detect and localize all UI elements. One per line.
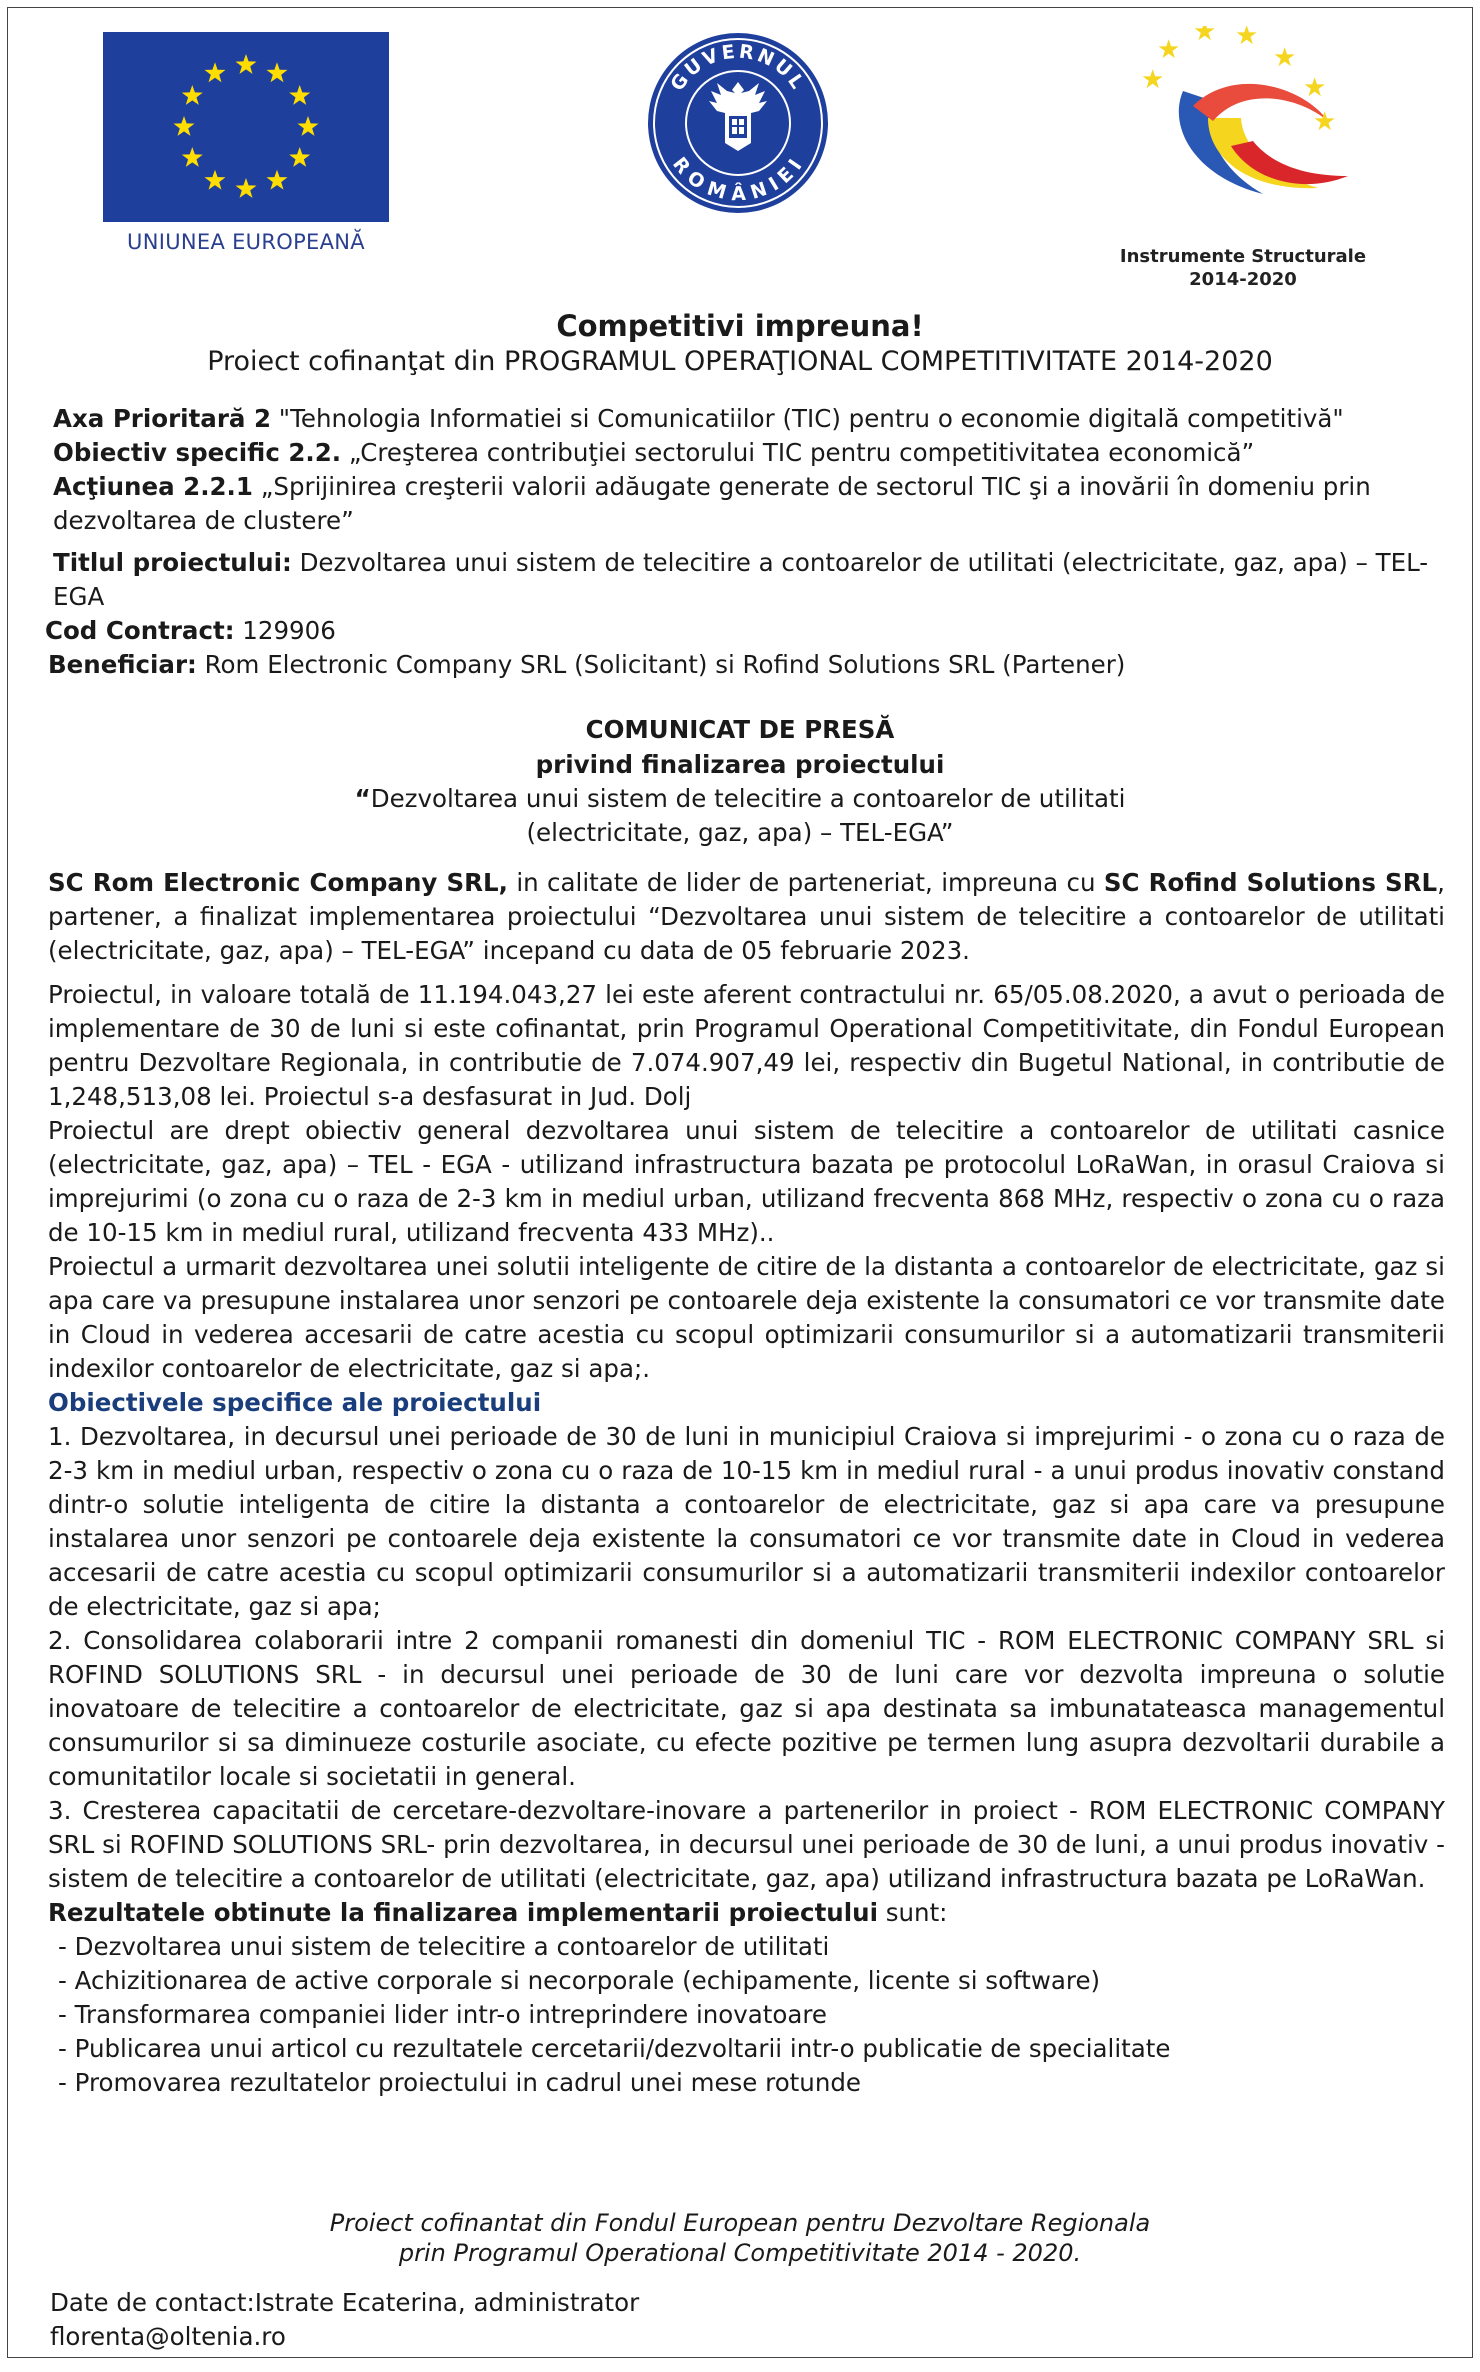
- actiunea-text: „Sprijinirea creşterii valorii adăugate generate de sectorul TIC şi a inovării în domeniu prin dezvoltarea de clustere”: [53, 472, 1371, 535]
- press-project-text1: Dezvoltarea unui sistem de telecitire a contoarelor de utilitati: [370, 784, 1126, 813]
- government-seal: [645, 30, 831, 225]
- press-release-body: [48, 866, 1445, 2100]
- program-subtitle: Proiect cofinanţat din PROGRAMUL OPERAŢIONAL COMPETITIVITATE 2014-2020: [207, 346, 1273, 377]
- list-item: - Achizitionarea de active corporale si necorporale (echipamente, licente si software): [58, 1966, 1101, 1995]
- press-release-page: [7, 7, 1473, 2358]
- list-item: - Transformarea companiei lider intr-o intreprindere inovatoare: [58, 2000, 828, 2029]
- romanian-coat-of-arms-icon: [645, 30, 831, 216]
- titlu-text: Dezvoltarea unui sistem de telecitire a contoarelor de utilitati (electricitate, gaz, apa) – TEL-EGA: [53, 548, 1429, 611]
- objective-3: 3. Cresterea capacitatii de cercetare-dezvoltare-inovare a partenerilor in proiect - ROM ELECTRONIC COMPANY SRL si ROFIND SOLUTIONS SRL- prin dezvoltarea, in decursul unei perioade de 30 de luni, a unui produs inovativ - sistem de telecitire a contoarelor de utilitati (electricitate, gaz, apa) utilizand infrastructura bazata pe LoRaWan.: [48, 1796, 1445, 1893]
- cod-label: Cod Contract:: [45, 616, 235, 645]
- logo-bar: [8, 8, 1472, 298]
- titlu-label: Titlul proiectului:: [53, 548, 292, 577]
- axa-label: Axa Prioritară 2: [53, 404, 272, 433]
- list-item: - Promovarea rezultatelor proiectului in cadrul unei mese rotunde: [58, 2068, 861, 2097]
- objective-2: 2. Consolidarea colaborarii intre 2 companii romanesti din domeniul TIC - ROM ELECTRONIC COMPANY SRL si ROFIND SOLUTIONS SRL - in decursul unei perioade de 30 de luni care vor dezvolta impreuna o solutie inovatoare de telecitire a contoarelor de electricitate, gaz si apa destinata sa imbunatateasca managementul consumurilor si sa diminueze costurile asociate, cu efecte pozitive pe termen lung asupra dezvoltarii durabile a comunitatilor locale si societatii in general.: [48, 1626, 1445, 1791]
- intro-text1: in calitate de lider de parteneriat, impreuna cu: [507, 868, 1104, 897]
- beneficiar-text: Rom Electronic Company SRL (Solicitant) si Rofind Solutions SRL (Partener): [196, 650, 1126, 679]
- contact-email[interactable]: florenta@oltenia.ro: [50, 2322, 286, 2351]
- paragraph-intro: [48, 866, 1445, 968]
- project-metadata: [45, 402, 1453, 682]
- obiectiv-line: [53, 436, 1453, 470]
- svg-text:★: ★: [1303, 73, 1327, 103]
- paragraph-objective: Proiectul are drept obiectiv general dezvoltarea unui sistem de telecitire a contoarelor de utilitati casnice (electricitate, gaz, apa) – TEL - EGA - utilizand infrastructura bazata pe protocolul LoRaWan, in orasul Craiova si imprejurimi (o zona cu o raza de 2-3 km in mediul urban, utilizand frecventa 868 MHz, respectiv o zona cu o raza de 10-15 km in mediul rural, utilizand frecventa 433 MHz)..: [48, 1116, 1445, 1247]
- eu-label: UNIUNEA EUROPEANĂ: [127, 230, 365, 254]
- partner-company: SC Rofind Solutions SRL: [1103, 868, 1438, 897]
- objectives-heading: Obiectivele specifice ale proiectului: [48, 1388, 542, 1417]
- svg-text:★: ★: [1193, 26, 1217, 47]
- axa-line: [53, 402, 1453, 436]
- cod-text: 129906: [234, 616, 336, 645]
- press-quote-mark: “: [354, 784, 371, 813]
- paragraph-budget: Proiectul, in valoare totală de 11.194.043,27 lei este aferent contractului nr. 65/05.08.2020, a avut o perioada de implementare de 30 de luni si este cofinantat, prin Programul Operational Competitivitate, din Fondul European pentru Dezvoltare Regionala, in contributie de 7.074.907,49 lei, respectiv din Bugetul National, in contributie de 1,248,513,08 lei. Proiectul s-a desfasurat in Jud. Dolj: [48, 980, 1445, 1111]
- axa-text: "Tehnologia Informatiei si Comunicatiilor (TIC) pentru o economie digitală competitivă": [271, 404, 1344, 433]
- is-label-line1: Instrumente Structurale: [1119, 246, 1367, 267]
- results-suffix: sunt:: [877, 1898, 948, 1927]
- svg-text:★: ★: [1313, 107, 1337, 137]
- list-item: - Publicarea unui articol cu rezultatele cercetarii/dezvoltarii intr-o publicatie de specialitate: [58, 2034, 1171, 2063]
- funding-footer: [8, 2208, 1472, 2268]
- eu-logo: [103, 32, 389, 254]
- gov-text-top: GUVERNUL: [666, 40, 810, 96]
- obiectiv-text: „Creşterea contribuţiei sectorului TIC pentru competitivitatea economică”: [341, 438, 1255, 467]
- results-heading: Rezultatele obtinute la finalizarea implementarii proiectului: [48, 1898, 878, 1927]
- eu-flag-icon: [103, 32, 389, 222]
- press-project-line1: [8, 782, 1472, 816]
- beneficiar-label: Beneficiar:: [48, 650, 197, 679]
- footer-line1: Proiect cofinantat din Fondul European pentru Dezvoltare Regionala: [329, 2209, 1151, 2237]
- paragraph-solution: Proiectul a urmarit dezvoltarea unei solutii inteligente de citire de la distanta a contoarelor de electricitate, gaz si apa care va presupune instalarea unor senzori pe contoarele deja existente la consumatori ce vor transmite date in Cloud in vederea accesarii de catre acestia cu scopul optimizarii consumurilor si a automatizarii transmiterii indexilor contoarelor de electricitate, gaz si apa;.: [48, 1252, 1445, 1383]
- is-label-line2: 2014-2020: [1189, 269, 1297, 290]
- results-heading-line: [48, 1896, 1445, 1930]
- results-list: [58, 1930, 1445, 2100]
- press-release-header: [8, 712, 1472, 850]
- beneficiar-line: [48, 648, 1453, 682]
- press-title: COMUNICAT DE PRESĂ: [585, 715, 895, 744]
- press-subtitle: privind finalizarea proiectului: [535, 750, 945, 779]
- contact-person: Date de contact:Istrate Ecaterina, administrator: [50, 2288, 640, 2317]
- obiectiv-label: Obiectiv specific 2.2.: [53, 438, 342, 467]
- titlu-line: [53, 546, 1453, 614]
- slogan-heading: Competitivi impreuna!: [556, 309, 924, 343]
- structural-instruments-icon: [1113, 26, 1373, 236]
- cod-line: [45, 614, 1453, 648]
- list-item: - Dezvoltarea unui sistem de telecitire a contoarelor de utilitati: [58, 1932, 830, 1961]
- svg-text:★: ★: [1157, 35, 1181, 65]
- objective-1: 1. Dezvoltarea, in decursul unei perioade de 30 de luni in municipiul Craiova si imprejurimi - o zona cu o raza de 2-3 km in mediul urban, respectiv o zona cu o raza de 10-15 km in mediul rural - a unui produs inovativ constand dintr-o solutie inteligenta de citire la distanta a contoarelor de electricitate, gaz si apa care va presupune instalarea unor senzori pe contoarele deja existente la consumatori ce vor transmite date in Cloud in vederea accesarii de catre acestia cu scopul optimizarii consumurilor si a automatizarii transmiterii indexilor contoarelor de electricitate, gaz si apa;: [48, 1422, 1445, 1621]
- actiunea-label: Acţiunea 2.2.1: [53, 472, 253, 501]
- structural-instruments-logo: [1113, 26, 1373, 291]
- gov-text-bottom: ROMÂNIEI: [668, 153, 809, 206]
- lead-company: SC Rom Electronic Company SRL,: [48, 868, 508, 897]
- svg-text:★: ★: [1235, 26, 1259, 51]
- press-project-line2: (electricitate, gaz, apa) – TEL-EGA”: [526, 818, 954, 847]
- actiunea-line: [53, 470, 1453, 538]
- svg-text:★: ★: [1273, 43, 1297, 73]
- contact-info: [50, 2286, 639, 2354]
- svg-text:★: ★: [1141, 65, 1165, 95]
- structural-instruments-label: [1113, 245, 1373, 291]
- footer-line2: prin Programul Operational Competitivitate 2014 - 2020.: [398, 2239, 1082, 2267]
- intro-text2: , partener, a finalizat implementarea proiectului “Dezvoltarea unui sistem de telecitire a contoarelor de utilitati (electricitate, gaz, apa) – TEL-EGA” incepand cu data de 05 februarie 2023.: [48, 868, 1445, 965]
